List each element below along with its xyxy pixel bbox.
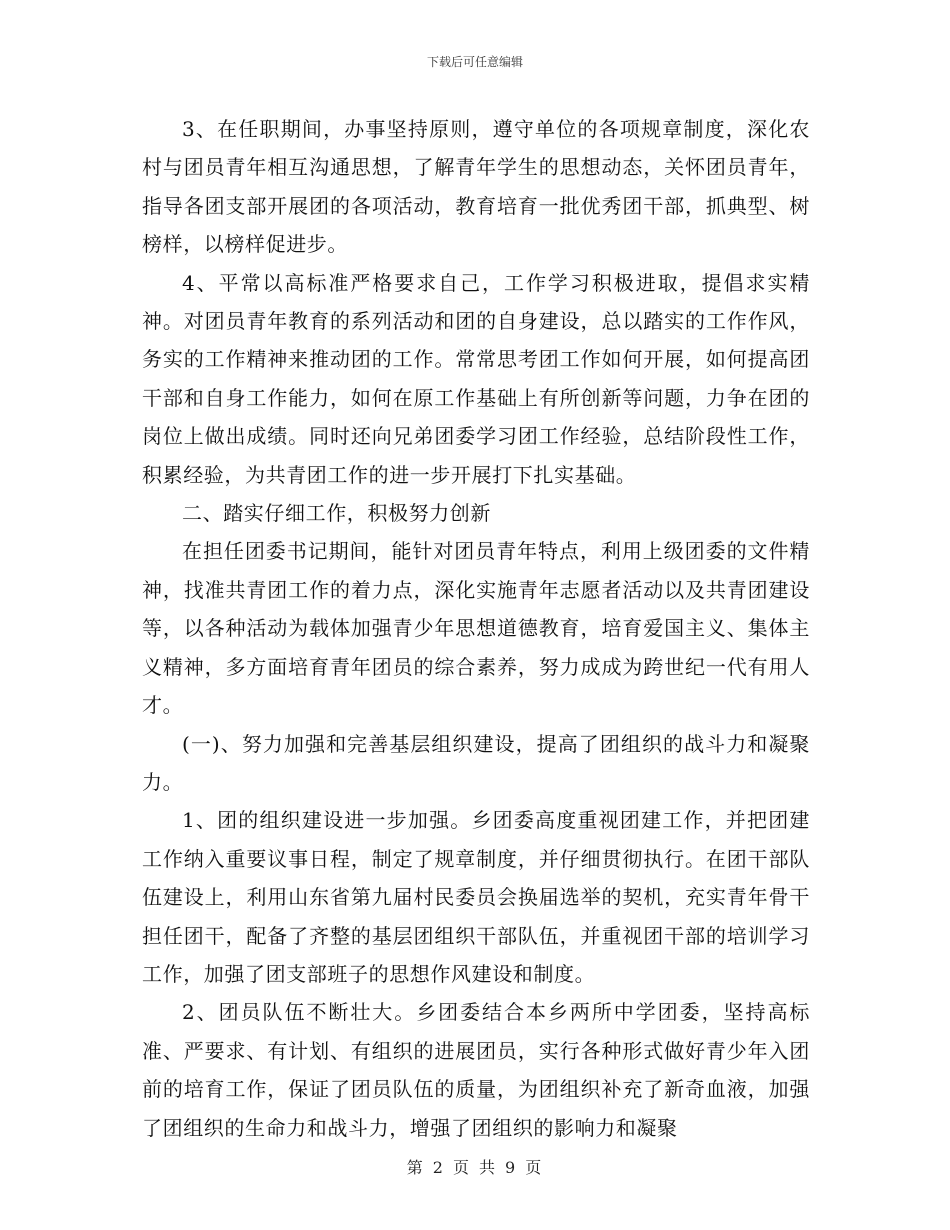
paragraph-item-1: 1、团的组织建设进一步加强。乡团委高度重视团建工作，并把团建工作纳入重要议事日程，制定了规章制度，并仔细贯彻执行。在团干部队伍建设上，利用山东省第九届村民委员会换届选举的契机，充实青年骨干担任团干，配备了齐整的基层团组织干部队伍，并重视团干部的培训学习工作，加强了团支部班子的思想作风建设和制度。 (142, 808, 810, 986)
footer-total-pages: 9 (505, 1158, 518, 1177)
paragraph-item-4: 4、平常以高标准严格要求自己，工作学习积极进取，提倡求实精神。对团员青年教育的系列活动和团的自身建设，总以踏实的工作作风，务实的工作精神来推动团的工作。常常思考团工作如何开展，如何提高团干部和自身工作能力，如何在原工作基础上有所创新等问题，力争在团的岗位上做出成绩。同时还向兄弟团委学习团工作经验，总结阶段性工作，积累经验，为共青团工作的进一步开展打下扎实基础。 (142, 270, 810, 487)
footer-prefix: 第 (406, 1158, 425, 1177)
footer-total-word: 共 (479, 1158, 498, 1177)
paragraph-intro: 在担任团委书记期间，能针对团员青年特点，利用上级团委的文件精神，找准共青团工作的着力点，深化实施青年志愿者活动以及共青团建设等，以各种活动为载体加强青少年思想道德教育，培育爱国主义、集体主义精神，多方面培育青年团员的综合素养，努力成成为跨世纪一代有用人才。 (142, 539, 810, 718)
paragraph-item-3: 3、在任职期间，办事坚持原则，遵守单位的各项规章制度，深化农村与团员青年相互沟通思想，了解青年学生的思想动态，关怀团员青年，指导各团支部开展团的各项活动，教育培育一批优秀团干部，抓典型、树榜样，以榜样促进步。 (142, 117, 810, 257)
footer-suffix: 页 (525, 1158, 544, 1177)
section-heading: 二、踏实仔细工作，积极努力创新 (182, 501, 491, 526)
page-footer (0, 1155, 950, 1178)
footer-current-page: 2 (432, 1158, 445, 1177)
document-body (142, 110, 810, 1147)
page-header: 下载后可任意编辑 (426, 55, 523, 69)
paragraph-item-2: 2、团员队伍不断壮大。乡团委结合本乡两所中学团委，坚持高标准、严要求、有计划、有组织的进展团员，实行各种形式做好青少年入团前的培育工作，保证了团员队伍的质量，为团组织补充了新奇血液，加强了团组织的生命力和战斗力，增强了团组织的影响力和凝聚 (142, 1000, 810, 1140)
subsection-heading: (一)、努力加强和完善基层组织建设，提高了团组织的战斗力和凝聚力。 (142, 731, 810, 794)
footer-page-word: 页 (452, 1158, 471, 1177)
